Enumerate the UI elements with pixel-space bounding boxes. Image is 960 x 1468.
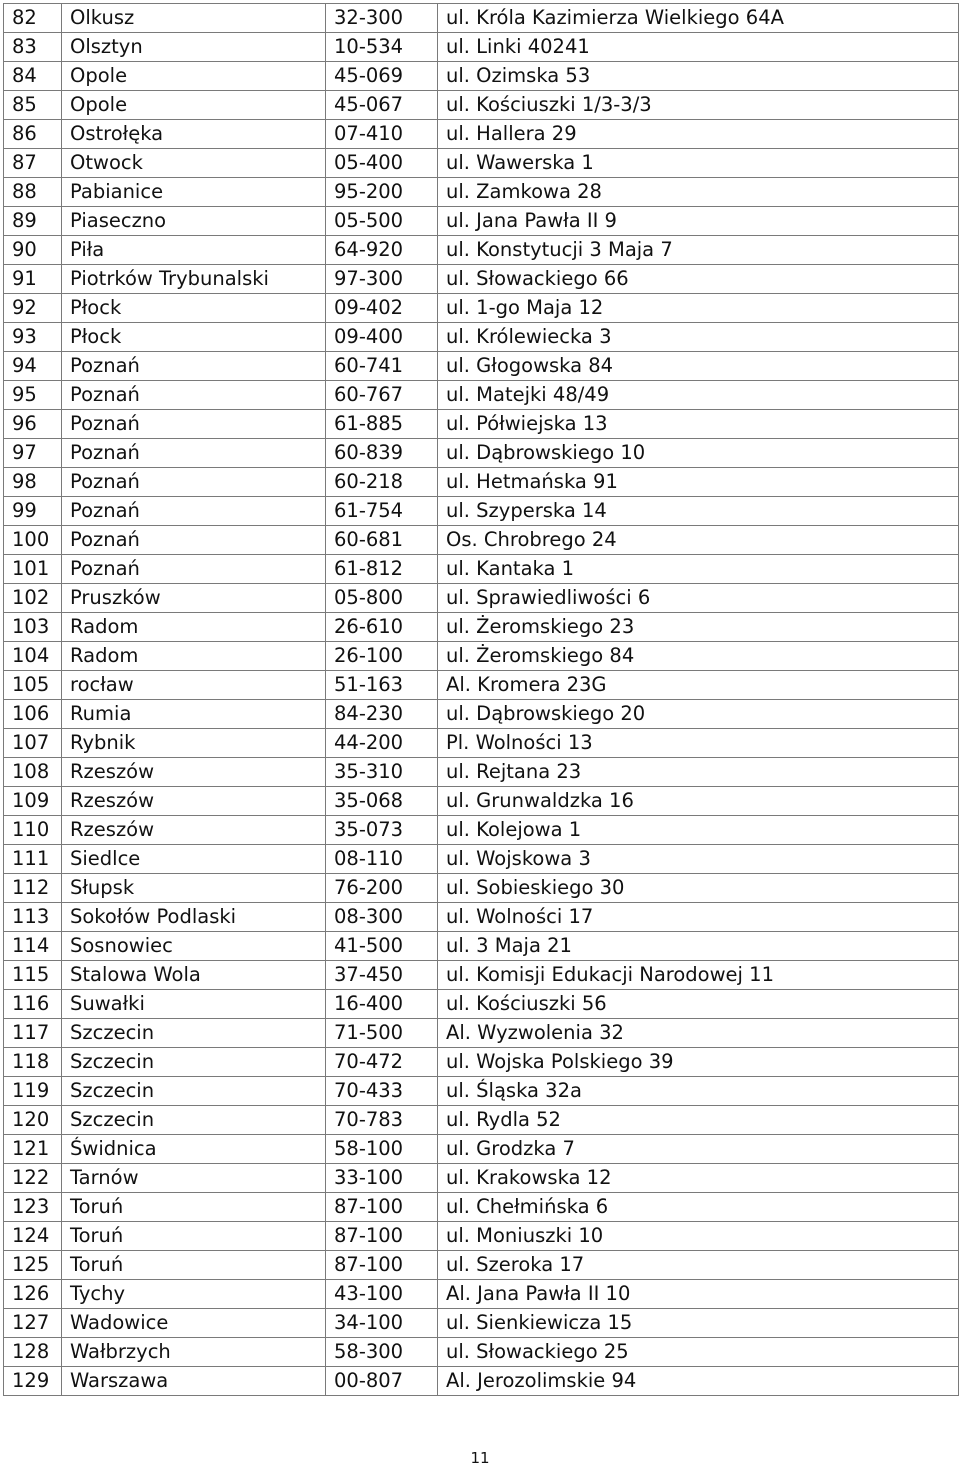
table-row xyxy=(4,845,959,874)
city-cell: rocław xyxy=(62,671,326,700)
table-row xyxy=(4,700,959,729)
street-address-cell: ul. Żeromskiego 23 xyxy=(438,613,959,642)
city-cell: Tarnów xyxy=(62,1164,326,1193)
city-cell: Pabianice xyxy=(62,178,326,207)
city-cell: Suwałki xyxy=(62,990,326,1019)
city-cell: Piła xyxy=(62,236,326,265)
postal-code-cell: 51-163 xyxy=(326,671,438,700)
postal-code-cell: 41-500 xyxy=(326,932,438,961)
row-number-cell: 123 xyxy=(4,1193,62,1222)
postal-code-cell: 70-433 xyxy=(326,1077,438,1106)
row-number-cell: 83 xyxy=(4,33,62,62)
postal-code-cell: 45-069 xyxy=(326,62,438,91)
city-cell: Szczecin xyxy=(62,1106,326,1135)
street-address-cell: ul. Dąbrowskiego 10 xyxy=(438,439,959,468)
postal-code-cell: 10-534 xyxy=(326,33,438,62)
postal-code-cell: 34-100 xyxy=(326,1309,438,1338)
address-table-body xyxy=(4,4,959,1396)
row-number-cell: 85 xyxy=(4,91,62,120)
street-address-cell: ul. Jana Pawła II 9 xyxy=(438,207,959,236)
row-number-cell: 119 xyxy=(4,1077,62,1106)
row-number-cell: 121 xyxy=(4,1135,62,1164)
street-address-cell: Pl. Wolności 13 xyxy=(438,729,959,758)
table-row xyxy=(4,178,959,207)
row-number-cell: 93 xyxy=(4,323,62,352)
postal-code-cell: 58-100 xyxy=(326,1135,438,1164)
table-row xyxy=(4,671,959,700)
row-number-cell: 125 xyxy=(4,1251,62,1280)
row-number-cell: 110 xyxy=(4,816,62,845)
street-address-cell: ul. Kolejowa 1 xyxy=(438,816,959,845)
row-number-cell: 91 xyxy=(4,265,62,294)
postal-code-cell: 09-400 xyxy=(326,323,438,352)
postal-code-cell: 05-800 xyxy=(326,584,438,613)
city-cell: Poznań xyxy=(62,468,326,497)
postal-code-cell: 76-200 xyxy=(326,874,438,903)
city-cell: Szczecin xyxy=(62,1077,326,1106)
table-row xyxy=(4,236,959,265)
city-cell: Rzeszów xyxy=(62,787,326,816)
row-number-cell: 126 xyxy=(4,1280,62,1309)
row-number-cell: 111 xyxy=(4,845,62,874)
street-address-cell: ul. Ozimska 53 xyxy=(438,62,959,91)
city-cell: Toruń xyxy=(62,1251,326,1280)
table-row xyxy=(4,381,959,410)
row-number-cell: 120 xyxy=(4,1106,62,1135)
postal-code-cell: 87-100 xyxy=(326,1251,438,1280)
city-cell: Warszawa xyxy=(62,1367,326,1396)
table-row xyxy=(4,1164,959,1193)
row-number-cell: 95 xyxy=(4,381,62,410)
table-row xyxy=(4,903,959,932)
postal-code-cell: 08-300 xyxy=(326,903,438,932)
postal-code-cell: 32-300 xyxy=(326,4,438,33)
table-row xyxy=(4,1106,959,1135)
table-row xyxy=(4,555,959,584)
city-cell: Rzeszów xyxy=(62,816,326,845)
table-row xyxy=(4,120,959,149)
row-number-cell: 103 xyxy=(4,613,62,642)
table-row xyxy=(4,207,959,236)
row-number-cell: 100 xyxy=(4,526,62,555)
street-address-cell: ul. Sobieskiego 30 xyxy=(438,874,959,903)
postal-code-cell: 71-500 xyxy=(326,1019,438,1048)
postal-code-cell: 26-610 xyxy=(326,613,438,642)
row-number-cell: 117 xyxy=(4,1019,62,1048)
row-number-cell: 101 xyxy=(4,555,62,584)
postal-code-cell: 35-310 xyxy=(326,758,438,787)
table-row xyxy=(4,468,959,497)
table-row xyxy=(4,642,959,671)
street-address-cell: ul. 1-go Maja 12 xyxy=(438,294,959,323)
postal-code-cell: 00-807 xyxy=(326,1367,438,1396)
street-address-cell: ul. Wolności 17 xyxy=(438,903,959,932)
postal-code-cell: 87-100 xyxy=(326,1222,438,1251)
street-address-cell: ul. Półwiejska 13 xyxy=(438,410,959,439)
table-row xyxy=(4,729,959,758)
row-number-cell: 94 xyxy=(4,352,62,381)
table-row xyxy=(4,323,959,352)
postal-code-cell: 26-100 xyxy=(326,642,438,671)
city-cell: Rybnik xyxy=(62,729,326,758)
row-number-cell: 88 xyxy=(4,178,62,207)
postal-code-cell: 44-200 xyxy=(326,729,438,758)
street-address-cell: Al. Kromera 23G xyxy=(438,671,959,700)
row-number-cell: 129 xyxy=(4,1367,62,1396)
city-cell: Ostrołęka xyxy=(62,120,326,149)
street-address-cell: ul. Śląska 32a xyxy=(438,1077,959,1106)
street-address-cell: ul. 3 Maja 21 xyxy=(438,932,959,961)
table-row xyxy=(4,874,959,903)
page-number: 11 xyxy=(470,1449,490,1467)
street-address-cell: ul. Krakowska 12 xyxy=(438,1164,959,1193)
city-cell: Toruń xyxy=(62,1222,326,1251)
street-address-cell: ul. Hetmańska 91 xyxy=(438,468,959,497)
postal-code-cell: 08-110 xyxy=(326,845,438,874)
row-number-cell: 106 xyxy=(4,700,62,729)
postal-code-cell: 07-410 xyxy=(326,120,438,149)
table-row xyxy=(4,990,959,1019)
table-row xyxy=(4,1338,959,1367)
table-row xyxy=(4,1193,959,1222)
city-cell: Rzeszów xyxy=(62,758,326,787)
postal-code-cell: 58-300 xyxy=(326,1338,438,1367)
street-address-cell: ul. Wawerska 1 xyxy=(438,149,959,178)
table-row xyxy=(4,613,959,642)
postal-code-cell: 33-100 xyxy=(326,1164,438,1193)
table-row xyxy=(4,932,959,961)
city-cell: Płock xyxy=(62,323,326,352)
street-address-cell: ul. Sienkiewicza 15 xyxy=(438,1309,959,1338)
row-number-cell: 82 xyxy=(4,4,62,33)
row-number-cell: 98 xyxy=(4,468,62,497)
postal-code-cell: 43-100 xyxy=(326,1280,438,1309)
street-address-cell: Al. Jana Pawła II 10 xyxy=(438,1280,959,1309)
postal-code-cell: 60-741 xyxy=(326,352,438,381)
city-cell: Opole xyxy=(62,91,326,120)
row-number-cell: 118 xyxy=(4,1048,62,1077)
table-row xyxy=(4,526,959,555)
table-row xyxy=(4,265,959,294)
address-table xyxy=(3,3,959,1396)
street-address-cell: ul. Komisji Edukacji Narodowej 11 xyxy=(438,961,959,990)
city-cell: Świdnica xyxy=(62,1135,326,1164)
city-cell: Stalowa Wola xyxy=(62,961,326,990)
table-row xyxy=(4,758,959,787)
street-address-cell: ul. Szyperska 14 xyxy=(438,497,959,526)
table-row xyxy=(4,1251,959,1280)
city-cell: Poznań xyxy=(62,410,326,439)
street-address-cell: ul. Kantaka 1 xyxy=(438,555,959,584)
city-cell: Sokołów Podlaski xyxy=(62,903,326,932)
postal-code-cell: 70-783 xyxy=(326,1106,438,1135)
street-address-cell: ul. Matejki 48/49 xyxy=(438,381,959,410)
street-address-cell: Al. Wyzwolenia 32 xyxy=(438,1019,959,1048)
street-address-cell: ul. Chełmińska 6 xyxy=(438,1193,959,1222)
postal-code-cell: 35-068 xyxy=(326,787,438,816)
street-address-cell: ul. Kościuszki 1/3-3/3 xyxy=(438,91,959,120)
table-row xyxy=(4,1048,959,1077)
street-address-cell: ul. Hallera 29 xyxy=(438,120,959,149)
city-cell: Poznań xyxy=(62,352,326,381)
city-cell: Piaseczno xyxy=(62,207,326,236)
city-cell: Olsztyn xyxy=(62,33,326,62)
table-row xyxy=(4,439,959,468)
city-cell: Pruszków xyxy=(62,584,326,613)
postal-code-cell: 84-230 xyxy=(326,700,438,729)
table-row xyxy=(4,410,959,439)
row-number-cell: 116 xyxy=(4,990,62,1019)
city-cell: Słupsk xyxy=(62,874,326,903)
row-number-cell: 97 xyxy=(4,439,62,468)
table-row xyxy=(4,91,959,120)
postal-code-cell: 87-100 xyxy=(326,1193,438,1222)
row-number-cell: 114 xyxy=(4,932,62,961)
postal-code-cell: 05-400 xyxy=(326,149,438,178)
street-address-cell: ul. Kościuszki 56 xyxy=(438,990,959,1019)
postal-code-cell: 05-500 xyxy=(326,207,438,236)
postal-code-cell: 37-450 xyxy=(326,961,438,990)
city-cell: Poznań xyxy=(62,526,326,555)
row-number-cell: 115 xyxy=(4,961,62,990)
row-number-cell: 127 xyxy=(4,1309,62,1338)
street-address-cell: ul. Sprawiedliwości 6 xyxy=(438,584,959,613)
postal-code-cell: 64-920 xyxy=(326,236,438,265)
table-row xyxy=(4,787,959,816)
city-cell: Poznań xyxy=(62,381,326,410)
street-address-cell: ul. Królewiecka 3 xyxy=(438,323,959,352)
street-address-cell: ul. Króla Kazimierza Wielkiego 64A xyxy=(438,4,959,33)
city-cell: Poznań xyxy=(62,497,326,526)
table-row xyxy=(4,294,959,323)
city-cell: Toruń xyxy=(62,1193,326,1222)
table-row xyxy=(4,1309,959,1338)
row-number-cell: 96 xyxy=(4,410,62,439)
city-cell: Siedlce xyxy=(62,845,326,874)
city-cell: Opole xyxy=(62,62,326,91)
city-cell: Szczecin xyxy=(62,1048,326,1077)
city-cell: Tychy xyxy=(62,1280,326,1309)
postal-code-cell: 60-681 xyxy=(326,526,438,555)
table-row xyxy=(4,1280,959,1309)
row-number-cell: 112 xyxy=(4,874,62,903)
row-number-cell: 104 xyxy=(4,642,62,671)
city-cell: Rumia xyxy=(62,700,326,729)
city-cell: Otwock xyxy=(62,149,326,178)
city-cell: Sosnowiec xyxy=(62,932,326,961)
row-number-cell: 84 xyxy=(4,62,62,91)
row-number-cell: 113 xyxy=(4,903,62,932)
postal-code-cell: 35-073 xyxy=(326,816,438,845)
row-number-cell: 105 xyxy=(4,671,62,700)
table-row xyxy=(4,352,959,381)
city-cell: Piotrków Trybunalski xyxy=(62,265,326,294)
street-address-cell: ul. Linki 40241 xyxy=(438,33,959,62)
street-address-cell: ul. Głogowska 84 xyxy=(438,352,959,381)
street-address-cell: ul. Dąbrowskiego 20 xyxy=(438,700,959,729)
city-cell: Radom xyxy=(62,613,326,642)
city-cell: Poznań xyxy=(62,439,326,468)
city-cell: Szczecin xyxy=(62,1019,326,1048)
street-address-cell: ul. Słowackiego 25 xyxy=(438,1338,959,1367)
street-address-cell: ul. Konstytucji 3 Maja 7 xyxy=(438,236,959,265)
table-row xyxy=(4,149,959,178)
postal-code-cell: 60-839 xyxy=(326,439,438,468)
table-row xyxy=(4,816,959,845)
street-address-cell: ul. Żeromskiego 84 xyxy=(438,642,959,671)
row-number-cell: 90 xyxy=(4,236,62,265)
postal-code-cell: 97-300 xyxy=(326,265,438,294)
postal-code-cell: 70-472 xyxy=(326,1048,438,1077)
row-number-cell: 86 xyxy=(4,120,62,149)
table-row xyxy=(4,1135,959,1164)
row-number-cell: 128 xyxy=(4,1338,62,1367)
city-cell: Radom xyxy=(62,642,326,671)
row-number-cell: 122 xyxy=(4,1164,62,1193)
table-row xyxy=(4,1367,959,1396)
postal-code-cell: 61-812 xyxy=(326,555,438,584)
row-number-cell: 87 xyxy=(4,149,62,178)
table-row xyxy=(4,4,959,33)
table-row xyxy=(4,1222,959,1251)
row-number-cell: 108 xyxy=(4,758,62,787)
table-row xyxy=(4,33,959,62)
city-cell: Wałbrzych xyxy=(62,1338,326,1367)
street-address-cell: ul. Rydla 52 xyxy=(438,1106,959,1135)
table-row xyxy=(4,62,959,91)
postal-code-cell: 16-400 xyxy=(326,990,438,1019)
street-address-cell: ul. Szeroka 17 xyxy=(438,1251,959,1280)
postal-code-cell: 45-067 xyxy=(326,91,438,120)
row-number-cell: 89 xyxy=(4,207,62,236)
table-row xyxy=(4,584,959,613)
street-address-cell: ul. Rejtana 23 xyxy=(438,758,959,787)
street-address-cell: Al. Jerozolimskie 94 xyxy=(438,1367,959,1396)
street-address-cell: ul. Moniuszki 10 xyxy=(438,1222,959,1251)
row-number-cell: 99 xyxy=(4,497,62,526)
row-number-cell: 102 xyxy=(4,584,62,613)
postal-code-cell: 60-767 xyxy=(326,381,438,410)
row-number-cell: 109 xyxy=(4,787,62,816)
street-address-cell: ul. Zamkowa 28 xyxy=(438,178,959,207)
city-cell: Płock xyxy=(62,294,326,323)
postal-code-cell: 95-200 xyxy=(326,178,438,207)
row-number-cell: 124 xyxy=(4,1222,62,1251)
street-address-cell: ul. Grodzka 7 xyxy=(438,1135,959,1164)
table-row xyxy=(4,961,959,990)
row-number-cell: 107 xyxy=(4,729,62,758)
street-address-cell: ul. Wojska Polskiego 39 xyxy=(438,1048,959,1077)
city-cell: Wadowice xyxy=(62,1309,326,1338)
street-address-cell: ul. Słowackiego 66 xyxy=(438,265,959,294)
postal-code-cell: 60-218 xyxy=(326,468,438,497)
street-address-cell: Os. Chrobrego 24 xyxy=(438,526,959,555)
street-address-cell: ul. Grunwaldzka 16 xyxy=(438,787,959,816)
row-number-cell: 92 xyxy=(4,294,62,323)
table-row xyxy=(4,1019,959,1048)
city-cell: Olkusz xyxy=(62,4,326,33)
postal-code-cell: 61-754 xyxy=(326,497,438,526)
postal-code-cell: 61-885 xyxy=(326,410,438,439)
postal-code-cell: 09-402 xyxy=(326,294,438,323)
street-address-cell: ul. Wojskowa 3 xyxy=(438,845,959,874)
city-cell: Poznań xyxy=(62,555,326,584)
table-row xyxy=(4,1077,959,1106)
table-row xyxy=(4,497,959,526)
